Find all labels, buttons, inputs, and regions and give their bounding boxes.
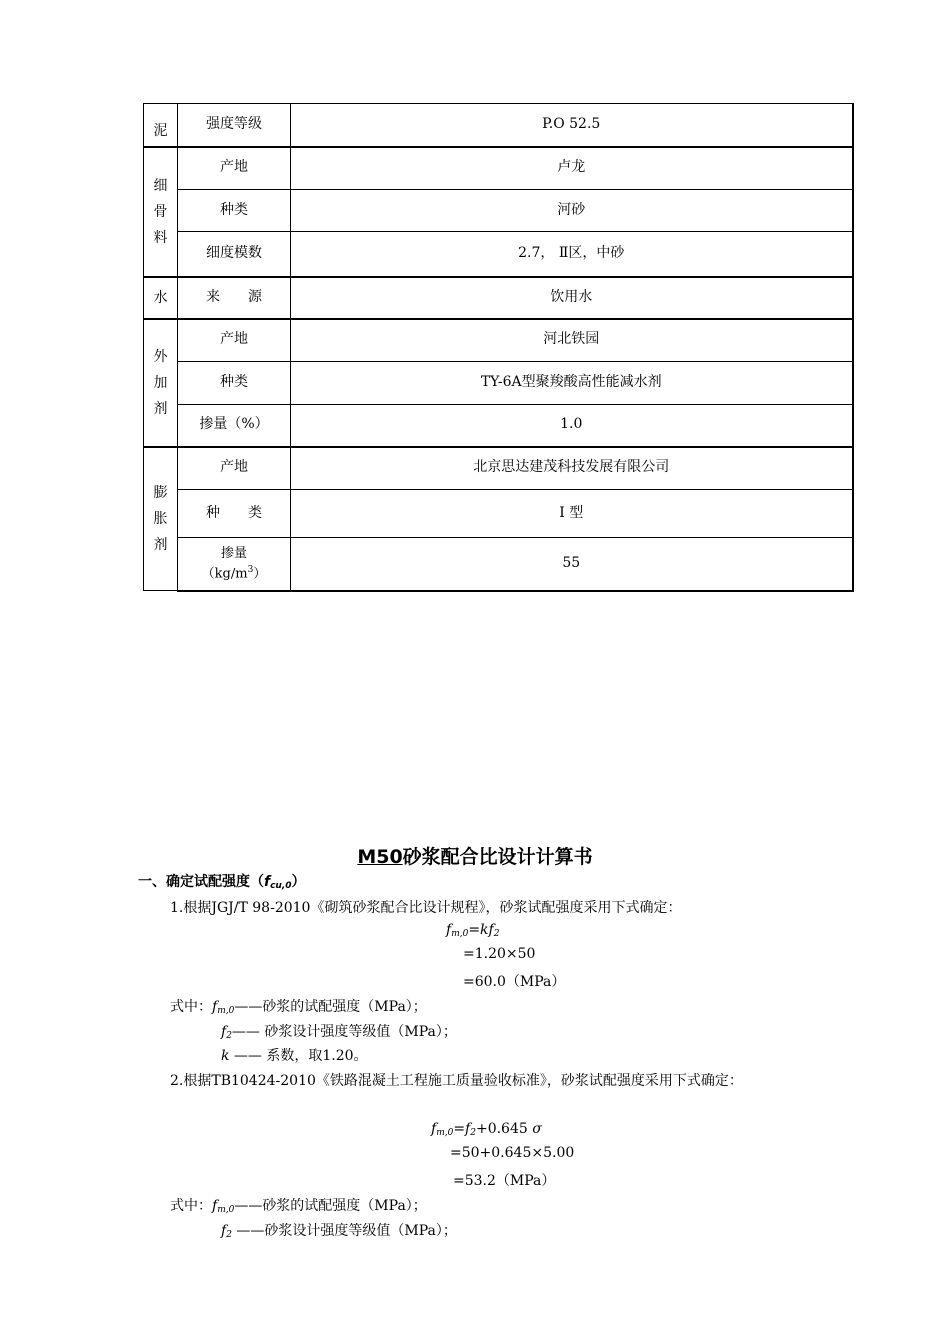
table-row <box>144 538 853 591</box>
page-title: M50砂浆配合比设计计算书 <box>357 846 593 868</box>
row-value: 河砂 <box>291 190 853 232</box>
row-value: Ⅰ 型 <box>291 490 853 538</box>
where-line-3: k —— 系数，取1.20。 <box>221 1048 368 1064</box>
row-value: P.O 52.5 <box>291 104 853 147</box>
category-cement: 泥 <box>144 104 178 147</box>
category-expansive-agent: 膨 胀 剂 <box>144 447 178 591</box>
row-value: 2.7， Ⅱ区，中砂 <box>291 232 853 277</box>
formula-2-line-2: =50+0.645×5.00 <box>450 1145 575 1161</box>
where-line-2: $f_2——$ 砂浆设计强度等级值（MPa）； <box>221 1024 457 1041</box>
category-admixture: 外 加 剂 <box>144 319 178 447</box>
table-row <box>144 147 853 190</box>
formula-2-line-1: $f_{m,0}=f_2+0.645$ σ <box>431 1121 542 1138</box>
table-row <box>144 277 853 319</box>
formula-1-line-2: =1.20×50 <box>463 946 536 962</box>
row-value: 饮用水 <box>291 277 853 319</box>
category-water: 水 <box>144 277 178 319</box>
row-value: 北京思达建茂科技发展有限公司 <box>291 447 853 490</box>
section-heading: 一、确定试配强度$(f_{cu,0})$ <box>138 874 306 891</box>
row-label: 来 源 <box>178 277 291 319</box>
row-label: 强度等级 <box>178 104 291 147</box>
row-label: 掺量 $(kg/m^3)$ <box>178 538 291 591</box>
table-row <box>144 319 853 362</box>
row-value: 55 <box>291 538 853 591</box>
category-fine-aggregate: 细 骨 料 <box>144 147 178 277</box>
row-value: TY-6A型聚羧酸高性能减水剂 <box>291 362 853 405</box>
where-line-4: 式中：$f_{m,0}——$砂浆的试配强度（MPa）； <box>170 1198 427 1215</box>
row-label: 种 类 <box>178 490 291 538</box>
row-value: 河北铁园 <box>291 319 853 362</box>
row-value: 1.0 <box>291 405 853 447</box>
paragraph-2: 2.根据TB10424-2010《铁路混凝土工程施工质量验收标准》，砂浆试配强度采用下式确定： <box>170 1073 743 1089</box>
table-row <box>144 232 853 277</box>
table-row <box>144 447 853 490</box>
where-line-1: 式中：$f_{m,0}——$砂浆的试配强度（MPa）； <box>170 999 427 1016</box>
paragraph-1: 1.根据JGJ/T 98-2010《砌筑砂浆配合比设计规程》，砂浆试配强度采用下式确定： <box>170 900 682 916</box>
row-label: 掺量（%） <box>178 405 291 447</box>
row-label: 产地 <box>178 147 291 190</box>
row-label: 种类 <box>178 362 291 405</box>
table-row <box>144 362 853 405</box>
row-label: 产地 <box>178 319 291 362</box>
formula-1-line-3: =60.0（MPa） <box>463 974 566 990</box>
row-value: 卢龙 <box>291 147 853 190</box>
table-row <box>144 190 853 232</box>
formula-2-line-3: =53.2（MPa） <box>453 1173 556 1189</box>
table-row <box>144 490 853 538</box>
materials-table <box>143 103 854 592</box>
row-label: 细度模数 <box>178 232 291 277</box>
formula-1-line-1: $f_{m,0}=kf_2$ <box>446 922 500 939</box>
table-row <box>144 405 853 447</box>
row-label: 产地 <box>178 447 291 490</box>
table-row <box>144 104 853 147</box>
where-line-5: $f_2$ ——砂浆设计强度等级值（MPa）； <box>221 1223 457 1240</box>
row-label: 种类 <box>178 190 291 232</box>
